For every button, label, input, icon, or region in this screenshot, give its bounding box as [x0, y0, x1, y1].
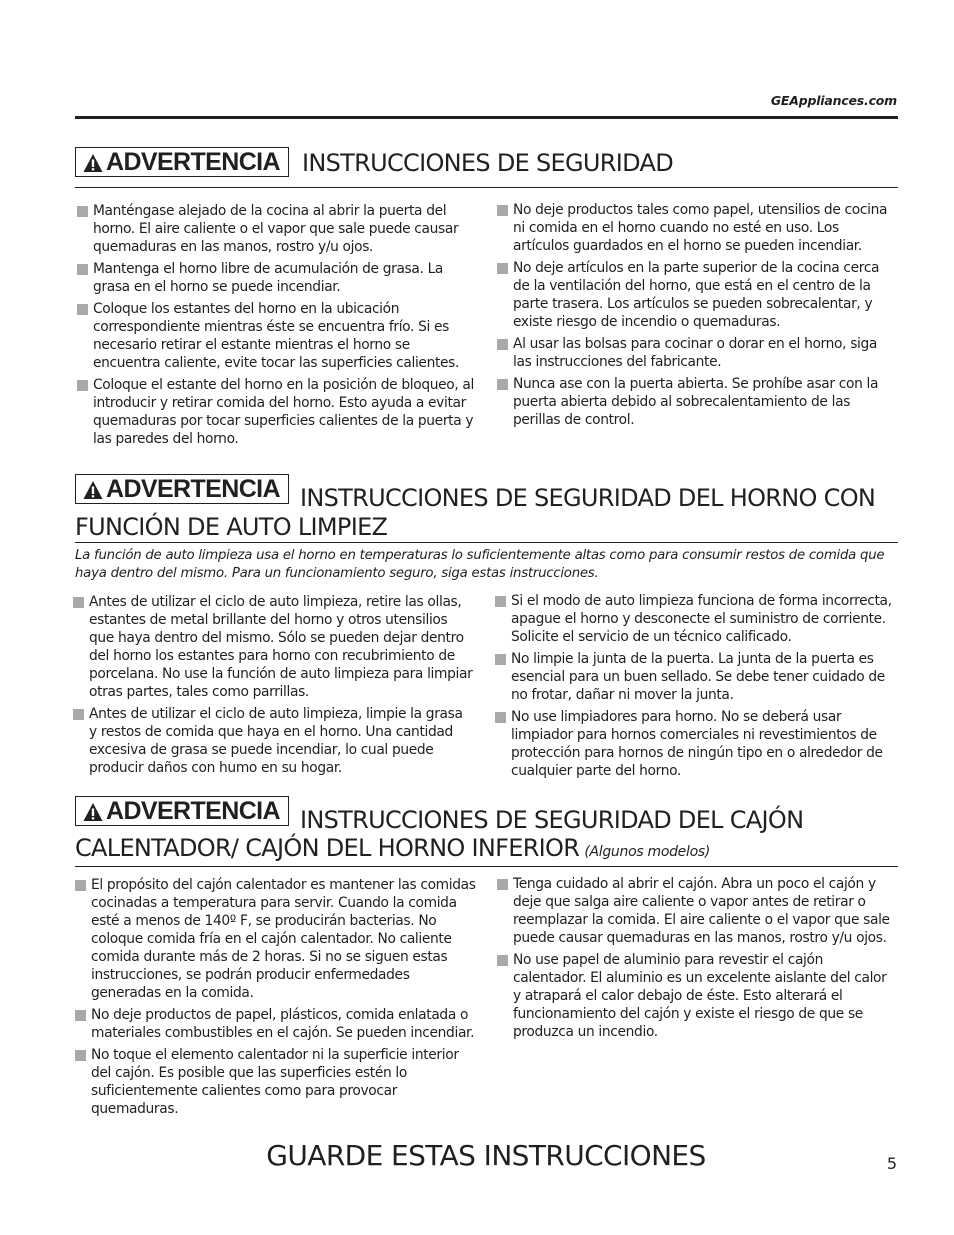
right-column	[495, 201, 898, 433]
warning-label	[75, 147, 289, 177]
section-title-note: (Algunos modelos)	[584, 844, 710, 860]
square-bullet-icon	[497, 955, 508, 966]
left-column	[75, 202, 478, 452]
square-bullet-icon	[497, 339, 508, 350]
list-item: Manténgase alejado de la cocina al abrir la puerta del horno. El aire caliente o el vapor que sale puede causar quemaduras en las manos, rostro y/u ojos.	[75, 202, 478, 256]
list-item: Tenga cuidado al abrir el cajón. Abra un poco el cajón y deje que salga aire caliente o vapor antes de retirar o reemplazar la comida. El aire caliente o el vapor que sale puede causar quemaduras en las manos, rostro y/u ojos.	[495, 875, 898, 947]
list-item: No use papel de aluminio para revestir el cajón calentador. El aluminio es un excelente aislante del calor y atrapará el calor debajo de éste. Esto alterará el funcionamiento del cajón y existe el riesgo de que se produzca un incendio.	[495, 951, 898, 1041]
list-item: No use limpiadores para horno. No se deberá usar limpiador para hornos comerciales ni revestimientos de protección para hornos de ningún tipo en o alrededor de cualquier parte del horno.	[493, 708, 898, 780]
warning-word: ADVERTENCIA	[106, 797, 280, 825]
list-item: No limpie la junta de la puerta. La junta de la puerta es esencial para un buen sellado. Se debe tener cuidado de no frotar, dañar ni mover la junta.	[493, 650, 898, 704]
list-item: No deje artículos en la parte superior de la cocina cerca de la ventilación del horno, que está en el centro de la parte trasera. Los artículos se pueden sobrecalentar, y existe riesgo de incendio o quemaduras.	[495, 259, 898, 331]
square-bullet-icon	[497, 205, 508, 216]
warning-triangle-icon	[83, 153, 103, 173]
warming-drawer-section	[75, 796, 898, 1117]
section-title-line1: INSTRUCCIONES DE SEGURIDAD DEL CAJÓN	[300, 806, 804, 834]
list-item: Antes de utilizar el ciclo de auto limpieza, limpie la grasa y restos de comida que haya en el horno. Una cantidad excesiva de grasa se puede incendiar, lo cual puede producir daños con humo en su hogar.	[71, 705, 474, 777]
warning-triangle-icon	[83, 802, 103, 822]
section-title-line2-wrap	[75, 834, 710, 862]
square-bullet-icon	[73, 597, 84, 608]
square-bullet-icon	[495, 596, 506, 607]
section-heading	[75, 146, 898, 185]
list-item: No toque el elemento calentador ni la superficie interior del cajón. Es posible que las superficies estén lo suficientemente calientes como para provocar quemaduras.	[73, 1046, 478, 1118]
square-bullet-icon	[75, 1010, 86, 1021]
square-bullet-icon	[77, 206, 88, 217]
list-item: Coloque los estantes del horno en la ubicación correspondiente mientras éste se encuentra frío. Si es necesario retirar el estante mientras el horno se encuentra caliente, evite tocar las superficies calientes.	[75, 300, 478, 372]
section-title: INSTRUCCIONES DE SEGURIDAD	[302, 149, 673, 177]
list-item: No deje productos tales como papel, utensilios de cocina ni comida en el horno cuando no esté en uso. Los artículos guardados en el horno se pueden incendiar.	[495, 201, 898, 255]
list-item: No deje productos de papel, plásticos, comida enlatada o materiales combustibles en el cajón. Se pueden incendiar.	[73, 1006, 478, 1042]
page-number: 5	[886, 1154, 897, 1173]
square-bullet-icon	[495, 712, 506, 723]
warning-word: ADVERTENCIA	[106, 475, 280, 503]
warning-label	[75, 796, 289, 826]
warning-label	[75, 474, 289, 504]
list-item: Mantenga el horno libre de acumulación de grasa. La grasa en el horno se puede incendiar.	[75, 260, 478, 296]
section-title-line2: CALENTADOR/ CAJÓN DEL HORNO INFERIOR	[75, 834, 580, 862]
section-rule	[75, 187, 898, 188]
square-bullet-icon	[77, 380, 88, 391]
header-rule	[75, 116, 898, 119]
square-bullet-icon	[73, 709, 84, 720]
right-column	[493, 592, 898, 784]
square-bullet-icon	[497, 879, 508, 890]
self-clean-section	[75, 474, 898, 779]
site-url: GEAppliances.com	[770, 93, 897, 108]
warning-triangle-icon	[83, 480, 103, 500]
square-bullet-icon	[77, 264, 88, 275]
left-column	[71, 593, 474, 781]
footer-title: GUARDE ESTAS INSTRUCCIONES	[266, 1139, 706, 1172]
square-bullet-icon	[75, 1050, 86, 1061]
square-bullet-icon	[497, 263, 508, 274]
square-bullet-icon	[77, 304, 88, 315]
section-rule	[75, 542, 898, 543]
section-title-line1: INSTRUCCIONES DE SEGURIDAD DEL HORNO CON	[300, 484, 876, 512]
list-item: Nunca ase con la puerta abierta. Se prohíbe asar con la puerta abierta debido al sobrecalentamiento de las perillas de control.	[495, 375, 898, 429]
square-bullet-icon	[497, 379, 508, 390]
section-rule	[75, 866, 898, 867]
warning-word: ADVERTENCIA	[106, 148, 280, 176]
square-bullet-icon	[495, 654, 506, 665]
list-item: El propósito del cajón calentador es mantener las comidas cocinadas a temperatura para servir. Cuando la comida esté a menos de 140º F, se producirán bacterias. No coloque comida fría en el cajón calentador. No caliente comida durante más de 2 horas. Si no se siguen estas instrucciones, se podrán producir enfermedades generadas en la comida.	[73, 876, 478, 1002]
list-item: Coloque el estante del horno en la posición de bloqueo, al introducir y retirar comida del horno. Esto ayuda a evitar quemaduras por tocar superficies calientes de la puerta y las paredes del horno.	[75, 376, 478, 448]
left-column	[73, 876, 478, 1122]
section-intro: La función de auto limpieza usa el horno en temperaturas lo suficientemente altas como para consumir restos de comida que haya dentro del mismo. Para un funcionamiento seguro, siga estas instrucciones.	[75, 548, 885, 581]
safety-section	[75, 146, 898, 447]
section-title-line2: FUNCIÓN DE AUTO LIMPIEZ	[75, 513, 388, 541]
section-heading	[75, 474, 898, 542]
list-item: Antes de utilizar el ciclo de auto limpieza, retire las ollas, estantes de metal brillante del horno y otros utensilios que haya dentro del mismo. Sólo se pueden dejar dentro del horno los estantes para horno con recubrimiento de porcelana. No use la función de auto limpieza para limpiar otras partes, tales como parrillas.	[71, 593, 474, 701]
list-item: Si el modo de auto limpieza funciona de forma incorrecta, apague el horno y desconecte el suministro de corriente. Solicite el servicio de un técnico calificado.	[493, 592, 898, 646]
list-item: Al usar las bolsas para cocinar o dorar en el horno, siga las instrucciones del fabricante.	[495, 335, 898, 371]
right-column	[495, 875, 898, 1045]
square-bullet-icon	[75, 880, 86, 891]
section-heading	[75, 796, 898, 866]
